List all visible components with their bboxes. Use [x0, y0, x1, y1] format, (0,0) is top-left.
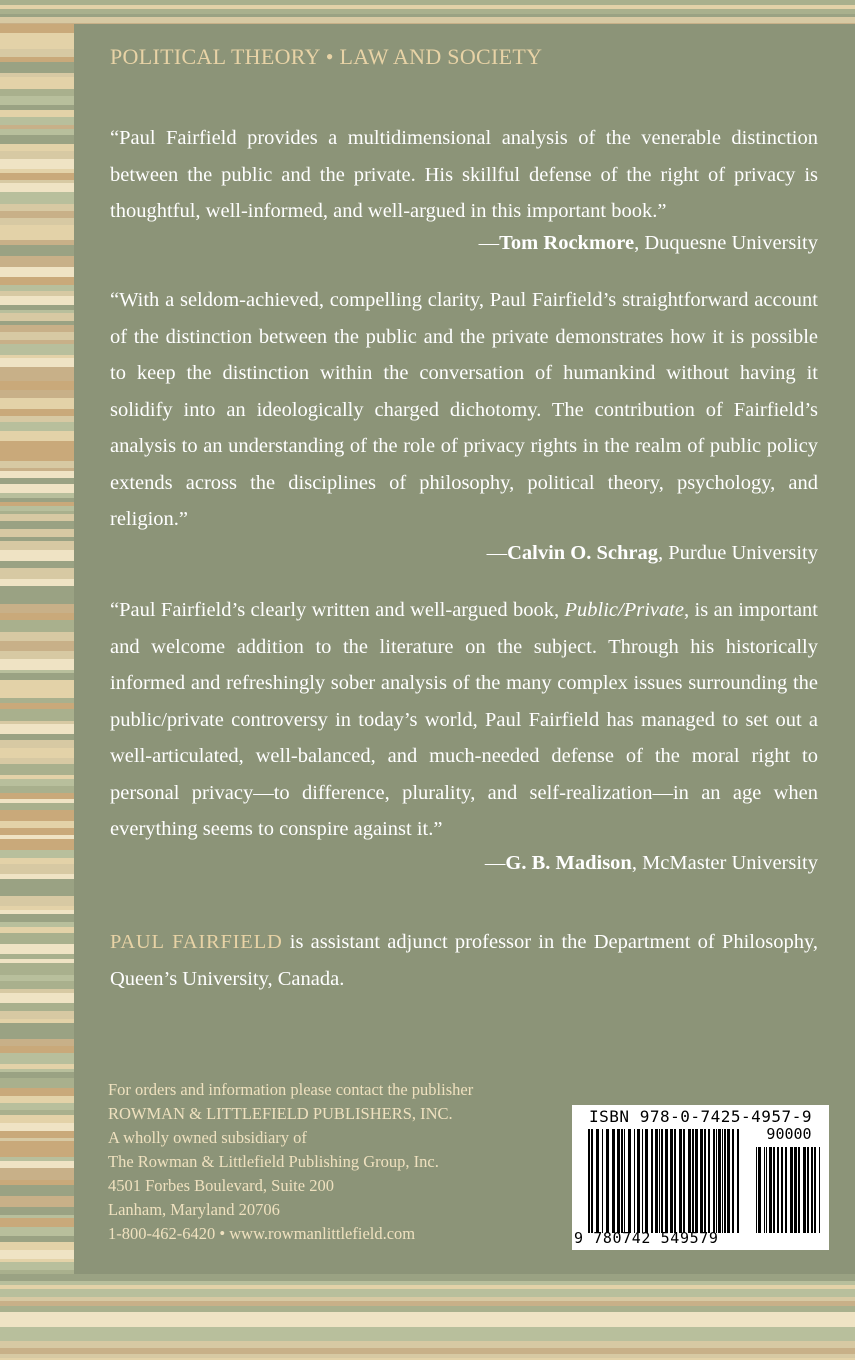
category-heading: POLITICAL THEORY • LAW AND SOCIETY: [110, 44, 543, 69]
stripe: [0, 230, 74, 240]
stripe: [0, 325, 74, 332]
publisher-line: 4501 Forbes Boulevard, Suite 200: [108, 1176, 334, 1195]
stripe: [0, 550, 74, 561]
stripe: [0, 62, 74, 73]
barcode-bar: [624, 1129, 625, 1233]
stripe: [0, 192, 74, 204]
endorser-name: Tom Rockmore: [499, 232, 635, 254]
publisher-line: The Rowman & Littlefield Publishing Group, Inc.: [108, 1152, 439, 1171]
barcode-bar: [727, 1129, 730, 1233]
endorsement-quote-1: “Paul Fairfield provides a multidimensional analysis of the venerable distinction between the public and the private. His skillful defense of the right of privacy is thoughtful, well-informed, and well-argued in this important book.”: [110, 127, 818, 222]
barcode-main-bars: [588, 1129, 740, 1233]
stripe: [0, 1141, 74, 1148]
barcode-bar: [713, 1129, 715, 1233]
barcode-bar: [679, 1129, 682, 1233]
stripe: [0, 1011, 74, 1019]
stripe: [0, 144, 74, 151]
stripe: [0, 398, 74, 409]
stripe: [0, 680, 74, 689]
barcode-bar: [661, 1129, 663, 1233]
stripe: [0, 1123, 74, 1131]
barcode-bar: [606, 1129, 609, 1233]
barcode-bar: [665, 1129, 668, 1233]
bottom-stripe-border: [0, 1274, 855, 1360]
stripe: [0, 839, 74, 850]
stripe: [0, 173, 74, 180]
barcode-bar: [764, 1147, 765, 1233]
stripe: [0, 673, 74, 680]
stripe: [0, 561, 74, 568]
barcode-bar: [811, 1147, 813, 1233]
barcode-bar: [798, 1147, 800, 1233]
stripe: [0, 850, 74, 858]
barcode-bar: [596, 1129, 599, 1233]
stripe: [0, 89, 74, 96]
barcode-addon-bars: [756, 1147, 820, 1233]
stripe: [0, 218, 74, 225]
endorser-affiliation: , McMaster University: [631, 852, 818, 874]
barcode-bar: [819, 1147, 820, 1233]
stripe: [0, 810, 74, 821]
barcode-bar: [700, 1129, 703, 1233]
endorsement-attribution-3: [485, 852, 818, 875]
attribution-dash: —: [484, 852, 506, 874]
barcode-bar: [807, 1147, 809, 1233]
quote-text-after: , is an important and welcome addition to the literature on the subject. Through his historically informed and refreshingly sober analysis of the many complex issues surrounding the public/private controversy in today’s world, Paul Fairfield has managed to set out a well-articulated, well-balanced, and much-needed defense of the moral right to personal privacy—to difference, plurality, and self-realization—in an age when everything seems to conspire against it.”: [110, 599, 818, 840]
stripe: [0, 431, 74, 441]
left-stripe-border: [0, 24, 74, 1274]
stripe: [0, 1148, 74, 1157]
stripe: [0, 96, 74, 105]
publisher-line: ROWMAN & LITTLEFIELD PUBLISHERS, INC.: [108, 1104, 453, 1123]
stripe: [0, 944, 74, 954]
book-title: Public/Private: [564, 599, 685, 621]
stripe: [0, 786, 74, 793]
barcode-bar: [674, 1129, 676, 1233]
stripe: [0, 1003, 74, 1011]
stripe: [0, 454, 74, 461]
barcode-bar: [651, 1129, 653, 1233]
stripe: [0, 358, 74, 367]
endorsement-attribution-1: [479, 232, 818, 255]
barcode-bar: [602, 1129, 603, 1233]
barcode-bar: [756, 1147, 757, 1233]
stripe: [0, 521, 74, 529]
stripe: [0, 1046, 74, 1053]
stripe: [0, 245, 74, 256]
stripe: [0, 367, 74, 376]
author-name: PAUL FAIRFIELD: [110, 931, 283, 953]
endorsement-quote-3: [110, 592, 818, 848]
stripe: [0, 211, 74, 218]
top-stripe-border: [0, 0, 855, 24]
barcode-bar: [794, 1147, 797, 1233]
stripe: [0, 514, 74, 521]
stripe: [0, 879, 74, 890]
barcode-bar: [628, 1129, 631, 1233]
endorser-name: Calvin O. Schrag: [507, 542, 658, 564]
stripe: [0, 596, 74, 604]
publisher-info: [108, 1078, 473, 1246]
stripe: [0, 344, 74, 355]
barcode-bar: [645, 1129, 648, 1233]
back-cover-content: [74, 24, 855, 1274]
stripe: [0, 77, 74, 89]
stripe: [0, 651, 74, 659]
stripe: [0, 1131, 74, 1138]
endorser-name: G. B. Madison: [505, 852, 632, 874]
stripe: [0, 689, 74, 698]
stripe: [0, 1227, 74, 1236]
stripe: [0, 484, 74, 493]
barcode-bar: [621, 1129, 623, 1233]
barcode-bar: [722, 1129, 723, 1233]
endorsement-attribution-2: [487, 542, 818, 565]
stripe: [0, 821, 74, 828]
stripe: [0, 159, 74, 169]
stripe: [0, 1185, 74, 1196]
stripe: [0, 1274, 855, 1281]
barcode-bar: [683, 1129, 685, 1233]
barcode-bar: [617, 1129, 620, 1233]
barcode-bar: [732, 1129, 734, 1233]
stripe: [0, 1341, 855, 1348]
barcode-bar: [692, 1129, 694, 1233]
stripe: [0, 748, 74, 758]
publisher-line: For orders and information please contact the publisher: [108, 1080, 474, 1099]
endorsement-quote-2: “With a seldom-achieved, compelling clarity, Paul Fairfield’s straightforward account of the distinction between the public and the private demonstrates how it is possible to keep the distinction within the conversation of humankind without having it solidify into an ideologically charged dichotomy. The contribution of Fairfield’s analysis to an understanding of the role of privacy rights in the realm of public policy extends across the disciplines of philosophy, political theory, psychology, and religion.”: [110, 289, 818, 530]
stripe: [0, 933, 74, 944]
barcode-bar: [803, 1147, 806, 1233]
barcode-bar: [634, 1129, 635, 1233]
stripe: [0, 1115, 74, 1123]
barcode-bar: [708, 1129, 710, 1233]
stripe: [0, 277, 74, 285]
barcode-bar: [724, 1129, 726, 1233]
stripe: [0, 390, 74, 398]
stripe: [0, 1218, 74, 1227]
barcode-bar: [766, 1147, 767, 1233]
stripe: [0, 1242, 74, 1250]
stripe: [0, 1333, 855, 1341]
barcode-bar: [785, 1147, 787, 1233]
stripe: [0, 659, 74, 670]
stripe: [0, 1250, 74, 1259]
stripe: [0, 896, 74, 906]
stripe: [0, 256, 74, 267]
stripe: [0, 1053, 74, 1064]
stripe: [0, 110, 74, 117]
stripe: [0, 1312, 855, 1321]
stripe: [0, 1096, 74, 1103]
stripe: [0, 529, 74, 537]
stripe: [0, 183, 74, 192]
endorser-affiliation: , Purdue University: [658, 542, 818, 564]
stripe: [0, 409, 74, 416]
barcode-bar: [655, 1129, 658, 1233]
barcode-bar: [704, 1129, 706, 1233]
stripe: [0, 579, 74, 586]
stripe: [0, 313, 74, 321]
barcode-bar: [688, 1129, 691, 1233]
stripe: [0, 1039, 74, 1046]
publisher-line: 1-800-462-6420 • www.rowmanlittlefield.com: [108, 1224, 416, 1243]
publisher-line: A wholly owned subsidiary of: [108, 1128, 307, 1147]
stripe: [0, 541, 74, 550]
stripe: [0, 568, 74, 579]
stripe: [0, 1196, 74, 1207]
stripe: [0, 779, 74, 786]
stripe: [0, 963, 74, 975]
stripe: [0, 1078, 74, 1088]
stripe: [0, 864, 74, 874]
stripe: [0, 764, 74, 775]
stripe: [0, 33, 74, 40]
publisher-line: Lanham, Maryland 20706: [108, 1200, 280, 1219]
barcode-bar: [781, 1147, 783, 1233]
stripe: [0, 709, 74, 721]
barcode-bar: [670, 1129, 673, 1233]
stripe: [0, 632, 74, 641]
stripe: [0, 613, 74, 620]
author-bio-text: is assistant adjunct professor in the Department of Philosophy, Queen’s University, Canada.: [110, 931, 818, 990]
stripe: [0, 981, 74, 989]
stripe: [0, 803, 74, 810]
isbn-barcode: [572, 1105, 829, 1250]
barcode-bar: [637, 1129, 640, 1233]
stripe: [0, 117, 74, 125]
stripe: [0, 40, 74, 49]
stripe: [0, 993, 74, 1003]
barcode-bar: [814, 1147, 816, 1233]
stripe: [0, 296, 74, 305]
stripe: [0, 1168, 74, 1180]
stripe: [0, 204, 74, 211]
attribution-dash: —: [478, 232, 500, 254]
stripe: [0, 151, 74, 159]
stripe: [0, 604, 74, 613]
endorser-affiliation: , Duquesne University: [634, 232, 818, 254]
stripe: [0, 1207, 74, 1215]
barcode-addon-number: 90000: [766, 1125, 812, 1143]
isbn-number: ISBN 978-0-7425-4957-9: [589, 1107, 812, 1126]
barcode-bar: [718, 1129, 721, 1233]
stripe: [0, 641, 74, 651]
attribution-dash: —: [486, 542, 508, 564]
barcode-bar: [695, 1129, 698, 1233]
stripe: [0, 461, 74, 468]
barcode-bar: [773, 1147, 775, 1233]
stripe: [0, 24, 74, 33]
stripe: [0, 332, 74, 340]
stripe: [0, 1103, 74, 1110]
stripe: [0, 914, 74, 922]
barcode-bar: [777, 1147, 779, 1233]
stripe: [0, 620, 74, 632]
barcode-bar: [758, 1147, 761, 1233]
stripe: [0, 445, 74, 454]
quote-text-before: “Paul Fairfield’s clearly written and well-argued book,: [110, 599, 565, 621]
stripe: [0, 471, 74, 478]
stripe: [0, 49, 74, 57]
stripe: [0, 1029, 74, 1039]
stripe: [0, 1161, 74, 1168]
stripe: [0, 828, 74, 835]
stripe: [0, 740, 74, 748]
barcode-bar: [612, 1129, 615, 1233]
author-bio: [110, 924, 818, 997]
barcode-bar: [716, 1129, 717, 1233]
barcode-bar: [591, 1129, 593, 1233]
stripe: [0, 267, 74, 277]
stripe: [0, 1088, 74, 1096]
ean-number: 9 780742 549579: [574, 1229, 719, 1247]
stripe: [0, 586, 74, 596]
barcode-bar: [737, 1129, 739, 1233]
barcode-bar: [659, 1129, 660, 1233]
barcode-bar: [769, 1147, 772, 1233]
barcode-bar: [588, 1129, 590, 1233]
barcode-bar: [642, 1129, 643, 1233]
barcode-bar: [790, 1147, 793, 1233]
